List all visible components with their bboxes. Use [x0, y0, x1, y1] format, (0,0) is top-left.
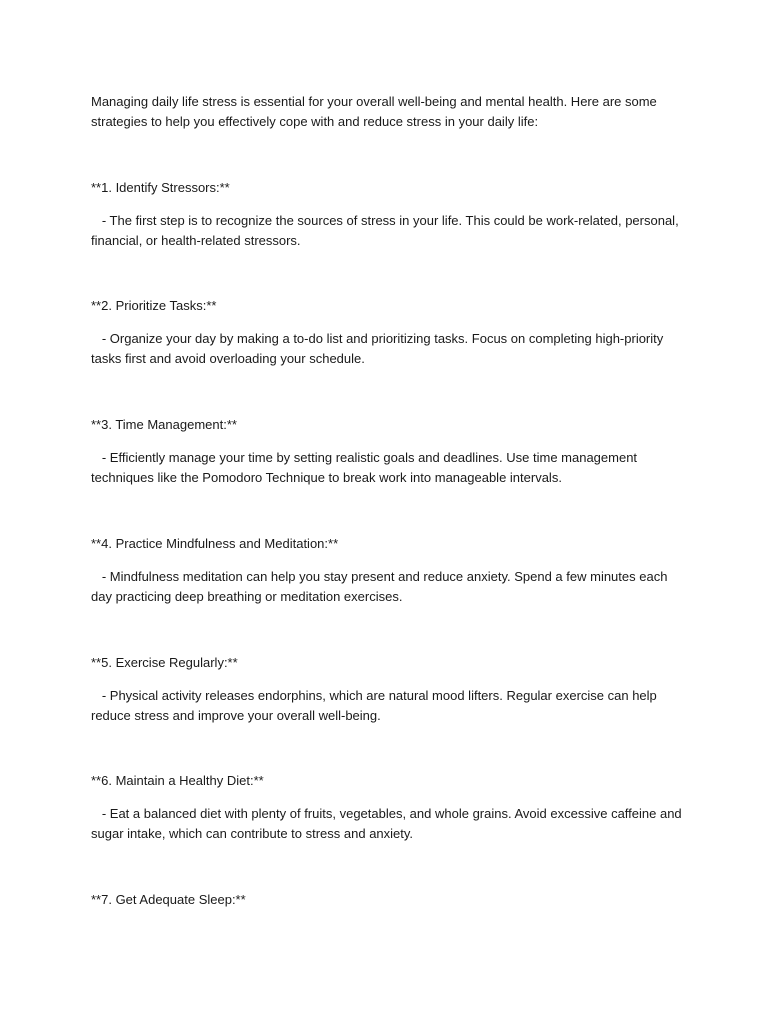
section-body: - The first step is to recognize the sources of stress in your life. This could be work-related, personal, financial, or health-related stressors. — [91, 213, 683, 248]
section-body: - Mindfulness meditation can help you stay present and reduce anxiety. Spend a few minutes each day practicing deep breathing or meditation exercises. — [91, 569, 672, 604]
section-6 — [91, 771, 691, 844]
section-body: - Efficiently manage your time by setting realistic goals and deadlines. Use time management techniques like the Pomodoro Technique to break work into manageable intervals. — [91, 450, 641, 485]
section-body: - Eat a balanced diet with plenty of fruits, vegetables, and whole grains. Avoid excessive caffeine and sugar intake, which can contribute to stress and anxiety. — [91, 806, 686, 841]
document-content — [91, 92, 691, 923]
section-heading: **5. Exercise Regularly:** — [91, 655, 238, 670]
section-body: - Organize your day by making a to-do list and prioritizing tasks. Focus on completing high-priority tasks first and avoid overloading your schedule. — [91, 331, 667, 366]
section-2 — [91, 296, 691, 369]
section-5 — [91, 653, 691, 726]
section-heading: **2. Prioritize Tasks:** — [91, 298, 217, 313]
section-heading: **3. Time Management:** — [91, 417, 237, 432]
section-heading: **4. Practice Mindfulness and Meditation:** — [91, 536, 339, 551]
section-heading: **7. Get Adequate Sleep:** — [91, 892, 246, 907]
section-7 — [91, 890, 691, 910]
section-3 — [91, 415, 691, 488]
section-body: - Physical activity releases endorphins, which are natural mood lifters. Regular exercise can help reduce stress and improve your overall well-being. — [91, 688, 661, 723]
section-heading: **6. Maintain a Healthy Diet:** — [91, 773, 264, 788]
section-4 — [91, 534, 691, 607]
section-heading: **1. Identify Stressors:** — [91, 180, 230, 195]
section-1 — [91, 178, 691, 251]
intro-paragraph: Managing daily life stress is essential for your overall well-being and mental health. Here are some strategies to help you effectively cope with and reduce stress in your daily life: — [91, 94, 657, 129]
